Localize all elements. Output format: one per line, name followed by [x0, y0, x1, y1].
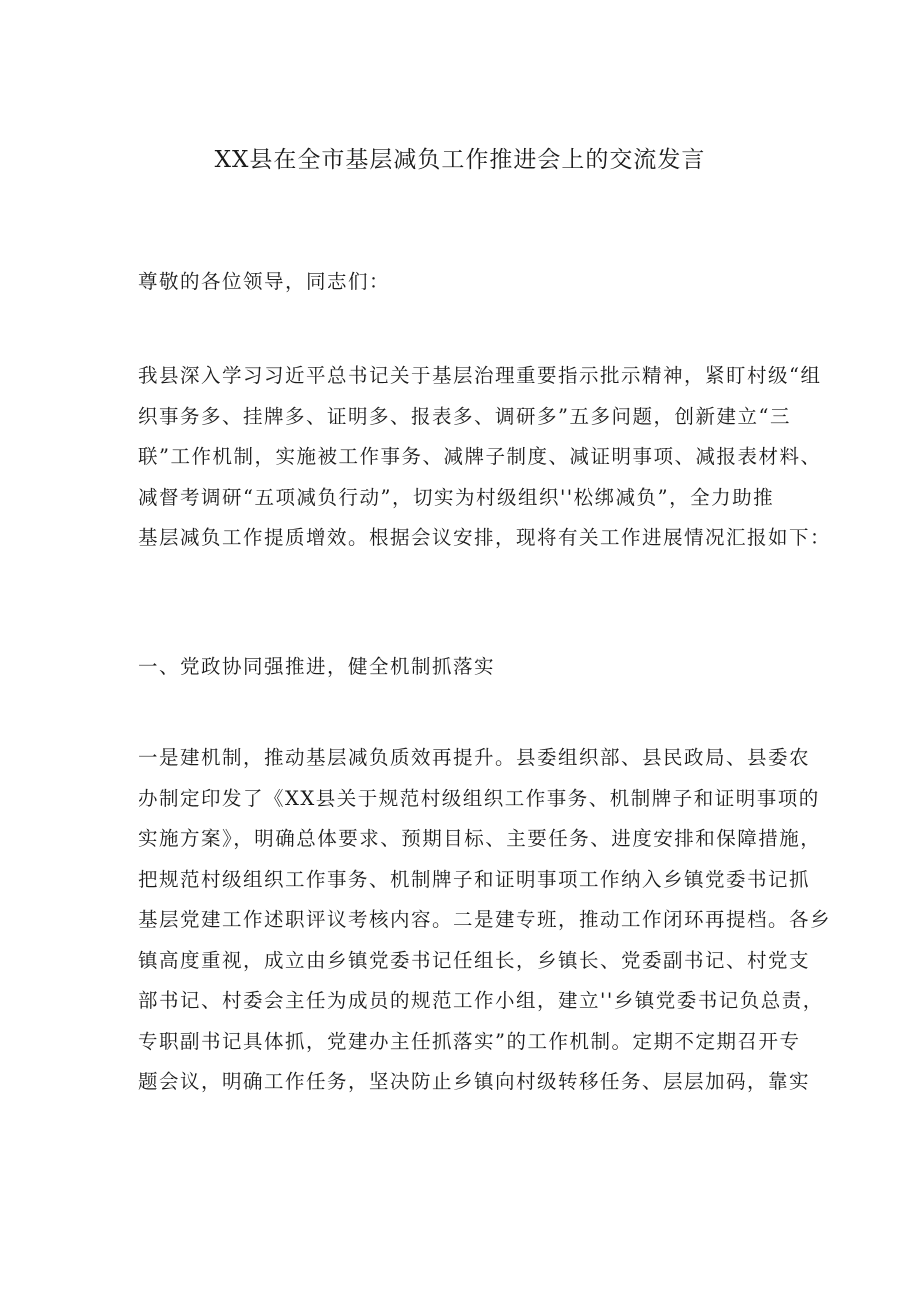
section-heading: 一、党政协同强推进，健全机制抓落实: [138, 655, 496, 678]
intro-line: 基层减负工作提质增效。根据会议安排，现将有关工作进展情况汇报如下：: [138, 526, 832, 549]
body-line: 实施方案》，明确总体要求、预期目标、主要任务、进度安排和保障措施，: [138, 827, 822, 850]
intro-paragraph: [138, 356, 832, 559]
body-line: 把规范村级组织工作事务、机制牌子和证明事项工作纳入乡镇党委书记抓: [138, 867, 811, 891]
body-line: 部书记、村委会主任为成员的规范工作小组，建立''乡镇党委书记负总责，: [138, 989, 824, 1012]
body-line: 镇高度重视，成立由乡镇党委书记任组长，乡镇长、党委副书记、村党支: [138, 948, 811, 972]
body-line: 一是建机制，推动基层减负质效再提升。县委组织部、县民政局、县委农: [138, 746, 811, 769]
intro-line: 减督考调研“五项减负行动”，切实为村级组织''松绑减负”，全力助推: [138, 485, 775, 509]
body-line: 基层党建工作述职评议考核内容。二是建专班，推动工作闭环再提档。各乡: [138, 908, 832, 931]
document-title: XX县在全市基层减负工作推进会上的交流发言: [214, 147, 706, 173]
salutation: 尊敬的各位领导，同志们：: [138, 270, 391, 293]
intro-line: 联”工作机制，实施被工作事务、减牌子制度、减证明事项、减报表材料、: [138, 445, 822, 468]
intro-line: 我县深入学习习近平总书记关于基层治理重要指示批示精神，紧盯村级“组: [138, 364, 822, 387]
body-line: 专职副书记具体抓，党建办主任抓落实”的工作机制。定期不定期召开专: [138, 1029, 801, 1053]
section-body-paragraph: [138, 738, 832, 1103]
intro-line: 织事务多、挂牌多、证明多、报表多、调研多”五多问题，创新建立“三: [138, 404, 791, 428]
body-line: 题会议，明确工作任务，坚决防止乡镇向村级转移任务、层层加码，靠实: [138, 1070, 811, 1093]
body-line: 办制定印发了《XX县关于规范村级组织工作事务、机制牌子和证明事项的: [138, 786, 820, 810]
